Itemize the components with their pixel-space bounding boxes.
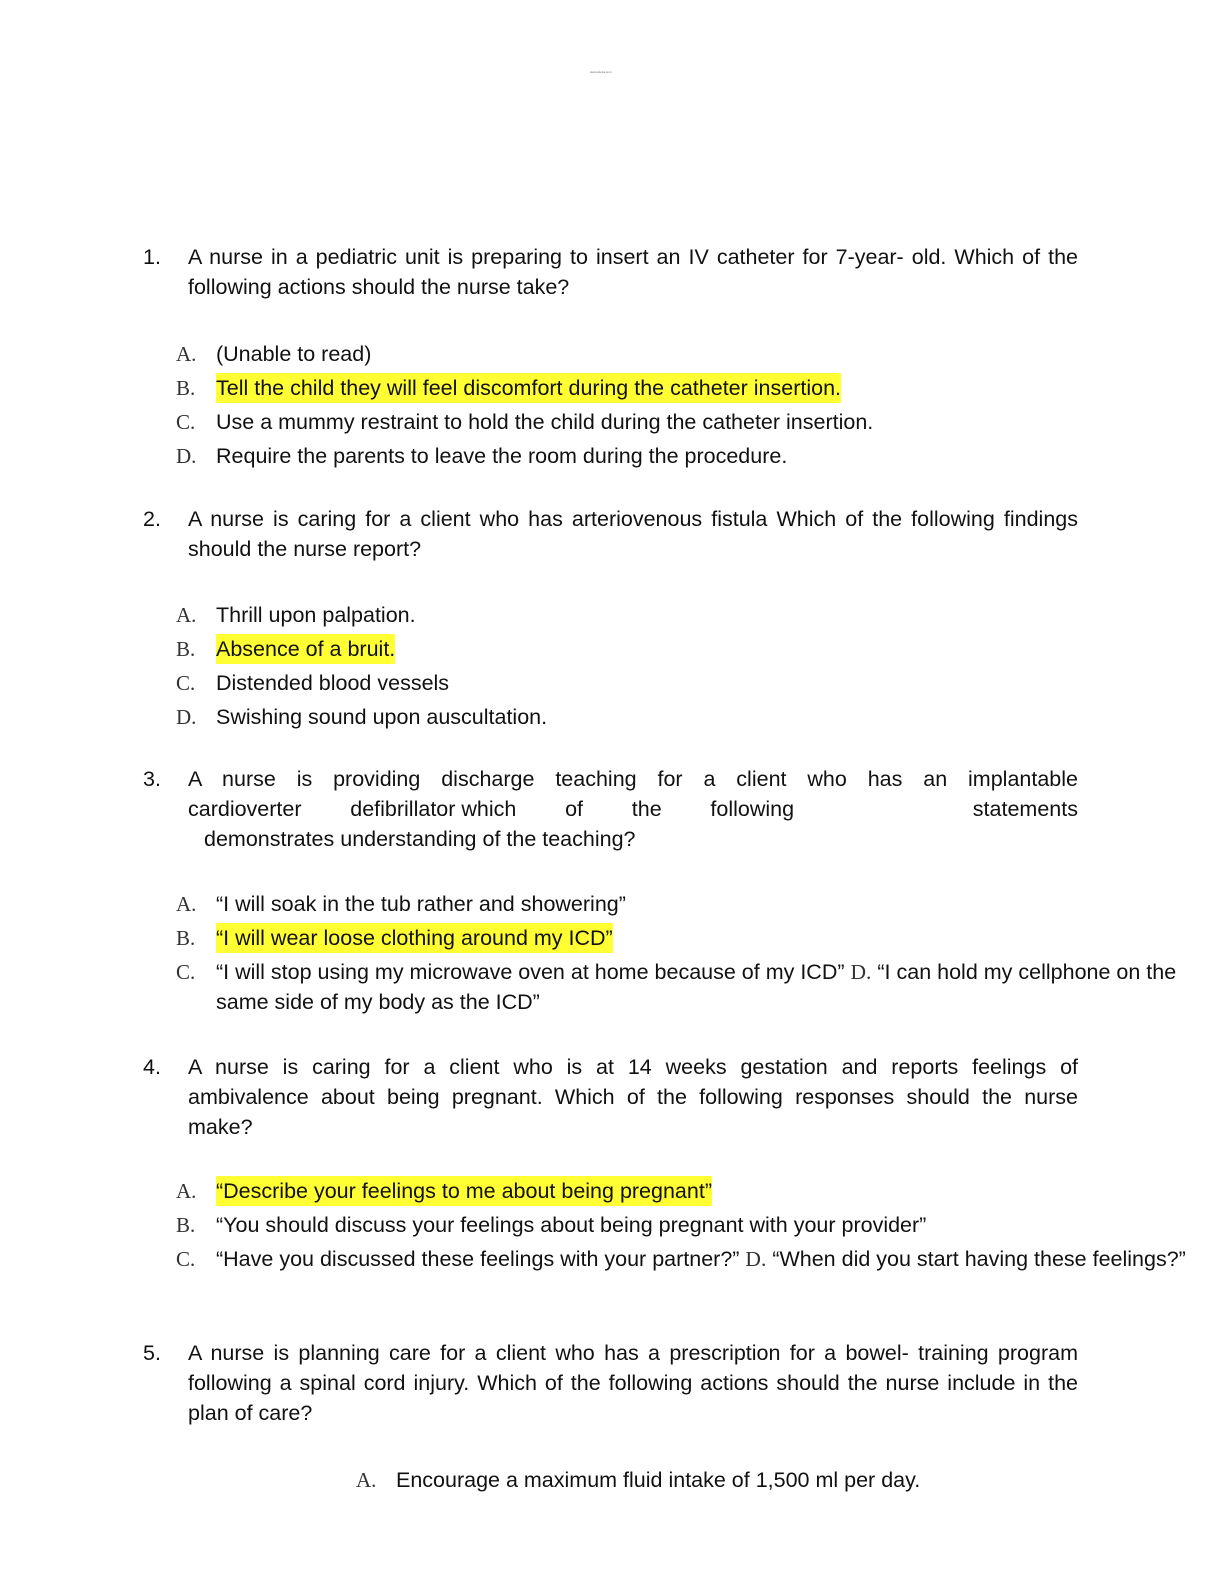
option-text: Require the parents to leave the room during the procedure. xyxy=(216,444,788,468)
question-number: 2. xyxy=(143,507,161,531)
option-letter: D. xyxy=(176,705,197,729)
option-text xyxy=(216,1244,1206,1274)
question-5 xyxy=(143,1338,1078,1428)
option-letter: A. xyxy=(176,603,197,627)
stem-word: statements xyxy=(972,797,1078,821)
option-text: Swishing sound upon auscultation. xyxy=(216,705,548,729)
option-c-text: “Have you discussed these feelings with your partner?” xyxy=(216,1247,740,1271)
question-3 xyxy=(143,764,1078,854)
question-number: 1. xyxy=(143,245,161,269)
option-letter: B. xyxy=(176,926,196,950)
question-stem-line1 xyxy=(188,764,1078,794)
stem-word: of xyxy=(565,797,584,821)
highlighted-answer: Absence of a bruit. xyxy=(216,634,395,664)
option-letter-d: D. xyxy=(745,1247,767,1271)
option-letter: C. xyxy=(176,410,196,434)
options-3 xyxy=(176,889,1206,1017)
option-c-text: “I will stop using my microwave oven at home because of my ICD” xyxy=(216,960,845,984)
option-b xyxy=(176,923,1206,957)
option-letter: C. xyxy=(176,671,196,695)
option-letter: A. xyxy=(356,1468,377,1492)
option-a xyxy=(176,1176,1206,1210)
option-b xyxy=(176,1210,1206,1244)
question-4 xyxy=(143,1052,1078,1142)
stem-word: the xyxy=(631,797,662,821)
question-stem-line2 xyxy=(188,794,1078,824)
option-letter: B. xyxy=(176,376,196,400)
option-text: Distended blood vessels xyxy=(216,671,450,695)
question-stem-line3: demonstrates understanding of the teaching? xyxy=(204,827,636,851)
option-letter-d: D. xyxy=(850,960,872,984)
question-2 xyxy=(143,504,1078,564)
question-number: 5. xyxy=(143,1341,161,1365)
question-stem: A nurse is caring for a client who is at 14 weeks gestation and reports feelings of ambivalence about being pregnant. Which of the following responses should the nurse make? xyxy=(188,1055,1078,1139)
stem-word: cardioverter xyxy=(188,797,302,821)
option-letter: B. xyxy=(176,637,196,661)
option-letter: B. xyxy=(176,1213,196,1237)
option-letter: D. xyxy=(176,444,197,468)
option-a xyxy=(176,889,1206,923)
option-text xyxy=(216,957,1206,1017)
option-d-text: “I can hold my cellphone on the same side of my body as the ICD” xyxy=(216,960,1177,1014)
stem-text: A nurse is providing discharge teaching for a client who has an implantable xyxy=(188,767,1078,791)
highlighted-answer: Tell the child they will feel discomfort during the catheter insertion. xyxy=(216,373,841,403)
highlighted-answer: “I will wear loose clothing around my ICD” xyxy=(216,923,613,953)
option-text: “You should discuss your feelings about being pregnant with your provider” xyxy=(216,1213,927,1237)
question-number: 4. xyxy=(143,1055,161,1079)
option-c xyxy=(176,1244,1206,1274)
option-text: (Unable to read) xyxy=(216,342,372,366)
option-letter: A. xyxy=(176,892,197,916)
option-text: “I will soak in the tub rather and showering” xyxy=(216,892,626,916)
question-stem: A nurse is planning care for a client who has a prescription for a bowel- training program following a spinal cord injury. Which of the following actions should the nurse include in the plan of care? xyxy=(188,1341,1078,1425)
option-letter: C. xyxy=(176,1247,196,1271)
option-c xyxy=(176,957,1206,1017)
stem-word: following xyxy=(710,797,795,821)
highlighted-answer: “Describe your feelings to me about being pregnant” xyxy=(216,1176,712,1206)
option-text: Encourage a maximum fluid intake of 1,500 ml per day. xyxy=(396,1468,921,1492)
option-letter: C. xyxy=(176,960,196,984)
header-watermark: www.stuvia.com xyxy=(590,70,612,74)
question-number: 3. xyxy=(143,767,161,791)
question-1 xyxy=(143,242,1078,302)
option-letter: A. xyxy=(176,1179,197,1203)
option-d-text: “When did you start having these feelings?” xyxy=(772,1247,1186,1271)
stem-word: defibrillator which xyxy=(350,797,517,821)
option-text: Thrill upon palpation. xyxy=(216,603,416,627)
options-4 xyxy=(176,1176,1206,1274)
option-letter: A. xyxy=(176,342,197,366)
question-stem: A nurse in a pediatric unit is preparing to insert an IV catheter for 7-year- old. Which of the following actions should the nurse take? xyxy=(188,245,1078,299)
option-text: Use a mummy restraint to hold the child during the catheter insertion. xyxy=(216,410,874,434)
question-stem: A nurse is caring for a client who has arteriovenous fistula Which of the following findings should the nurse report? xyxy=(188,507,1078,561)
